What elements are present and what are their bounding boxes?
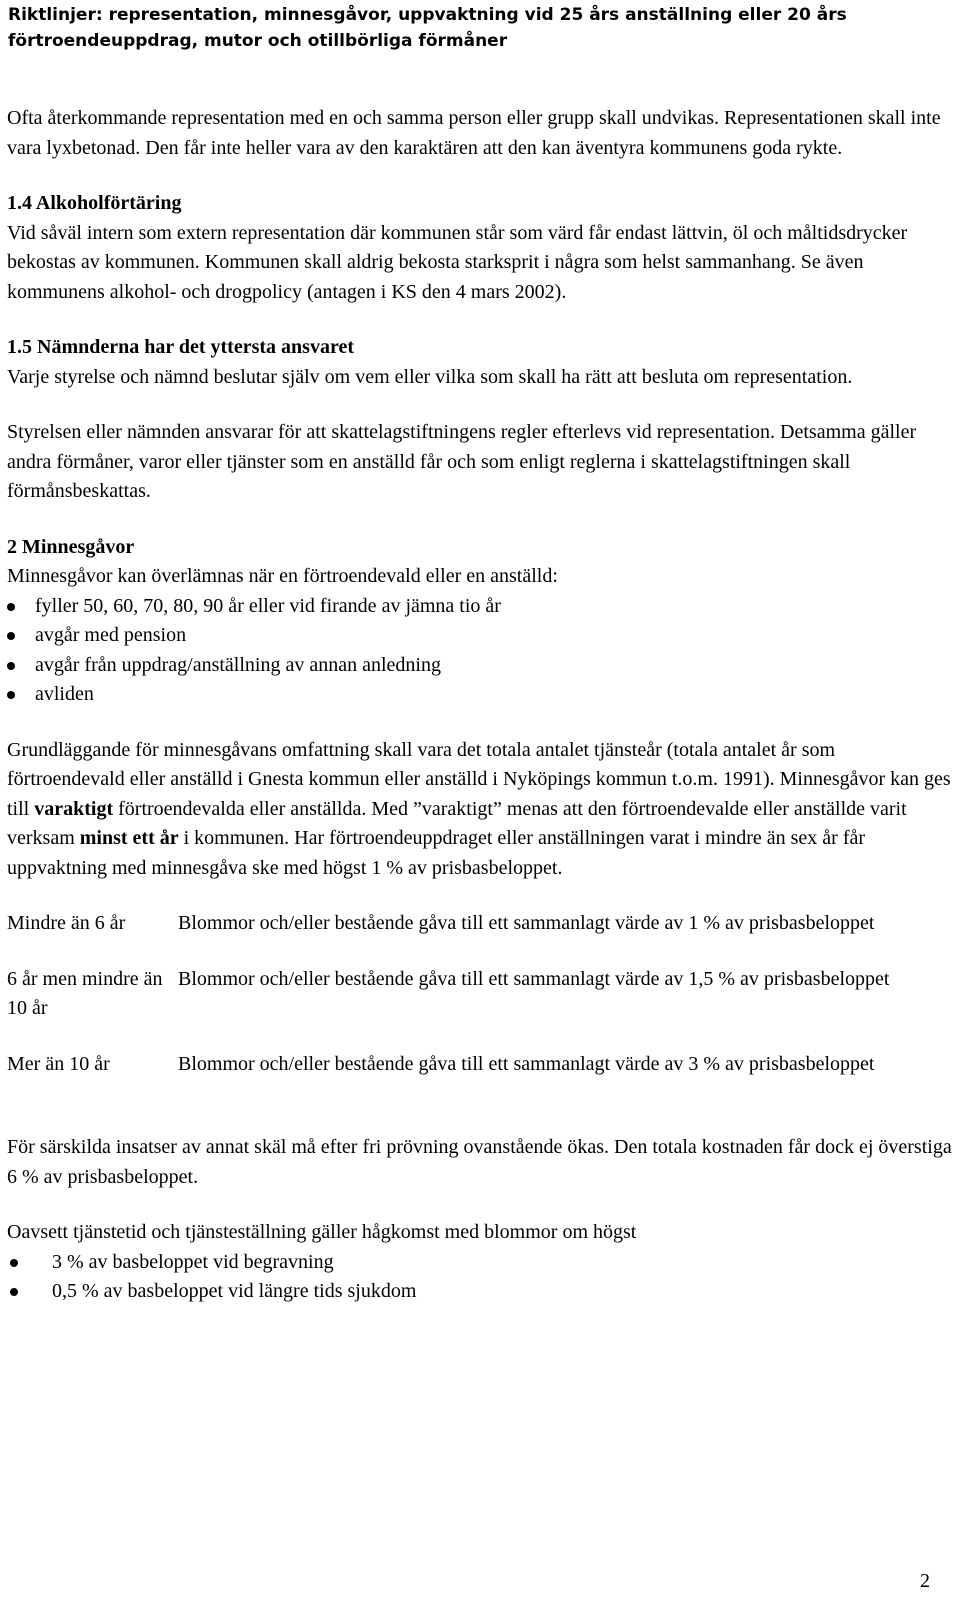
table-row [7, 965, 889, 1050]
bullet-icon [7, 632, 15, 640]
bullet-icon [7, 603, 15, 611]
page-number: 2 [920, 1570, 930, 1592]
section-1-5-text: Varje styrelse och nämnd beslutar själv om vem eller vilka som skall ha rätt att besluta om representation. [7, 365, 853, 388]
section-2-heading: 2 Minnesgåvor [7, 535, 135, 558]
table-cell-value: Blommor och/eller bestående gåva till ett sammanlagt värde av 1 % av prisbasbeloppet [178, 912, 875, 934]
occasion-list [7, 592, 952, 710]
special-effort-paragraph: För särskilda insatser av annat skäl må efter fri prövning ovanstående ökas. Den totala kostnaden får dock ej överstiga 6 % av prisbasbeloppet. [7, 1136, 952, 1188]
emphasis-varaktigt: varaktigt [34, 797, 114, 820]
flowers-list [7, 1248, 952, 1307]
table-cell-label: 6 år men mindre än 10 år [7, 967, 163, 1019]
gift-basis-paragraph: Grundläggande för minnesgåvans omfattning skall vara det totala antalet tjänsteår (totala antalet år som förtroendevald eller anställd i Gnesta kommun eller anställd i Nyköpings kommun t.o.m. 1991). Minnesgåvor kan ges till varaktigt förtroendevalda eller anställda. Med ”varaktigt” menas att den förtroendevalde eller anställde varit verksam minst ett år i kommunen. Har förtroendeuppdraget eller anställningen varat i mindre än sex år får uppvaktning med minnesgåva ske med högst 1 % av prisbasbeloppet. [7, 738, 951, 879]
section-1-5-heading: 1.5 Nämnderna har det yttersta ansvaret [7, 336, 355, 358]
list-item: avgår med pension [7, 621, 952, 651]
list-item: avgår från uppdrag/anställning av annan anledning [7, 651, 952, 681]
section-1-5 [7, 333, 952, 392]
emphasis-minst-ett-ar: minst ett år [79, 827, 179, 849]
section-1-5-text2: Styrelsen eller nämnden ansvarar för att skattelagstiftningens regler efterlevs vid representation. Detsamma gäller andra förmåner, varor eller tjänster som en anställd får och som enligt reglerna i skattelagstiftningen skall förmånsbeskattas. [7, 421, 917, 502]
table-row [7, 909, 889, 965]
section-2 [7, 533, 952, 592]
section-1-4-heading: 1.4 Alkoholförtäring [7, 192, 182, 214]
list-item: avliden [7, 680, 952, 710]
bullet-icon [7, 662, 15, 670]
list-item: 0,5 % av basbeloppet vid längre tids sjukdom [7, 1277, 952, 1307]
section-1-4 [7, 189, 952, 307]
table-row [7, 1050, 889, 1080]
section-1-4-text: Vid såväl intern som extern representation där kommunen står som värd får endast lättvin, öl och måltidsdrycker bekostas av kommunen. Kommunen skall aldrig bekosta starksprit i några som helst sammanhang. Se även kommunens alkohol- och drogpolicy (antagen i KS den 4 mars 2002). [7, 221, 908, 303]
list-item: fyller 50, 60, 70, 80, 90 år eller vid firande av jämna tio år [7, 592, 952, 622]
flowers-lead: Oavsett tjänstetid och tjänsteställning gäller hågkomst med blommor om högst [7, 1221, 637, 1243]
table-cell-label: Mer än 10 år [7, 1052, 110, 1075]
table-cell-label: Mindre än 6 år [7, 912, 126, 934]
gift-value-table [7, 909, 889, 1079]
bullet-icon [7, 691, 15, 699]
document-body [7, 104, 952, 1307]
bullet-icon [10, 1259, 18, 1267]
section-2-lead: Minnesgåvor kan överlämnas när en förtroendevald eller en anställd: [7, 565, 558, 587]
document-header: Riktlinjer: representation, minnesgåvor, uppvaktning vid 25 års anställning eller 20 års förtroendeuppdrag, mutor och otillbörliga förmåner [8, 5, 847, 51]
intro-paragraph: Ofta återkommande representation med en och samma person eller grupp skall undvikas. Representationen skall inte vara lyxbetonad. Den får inte heller vara av den karaktären att den kan äventyra kommunens goda rykte. [7, 107, 941, 159]
list-item: 3 % av basbeloppet vid begravning [7, 1248, 952, 1278]
bullet-icon [10, 1288, 18, 1296]
table-cell-value: Blommor och/eller bestående gåva till ett sammanlagt värde av 1,5 % av prisbasbeloppet [178, 967, 890, 990]
table-cell-value: Blommor och/eller bestående gåva till ett sammanlagt värde av 3 % av prisbasbeloppet [178, 1052, 875, 1075]
